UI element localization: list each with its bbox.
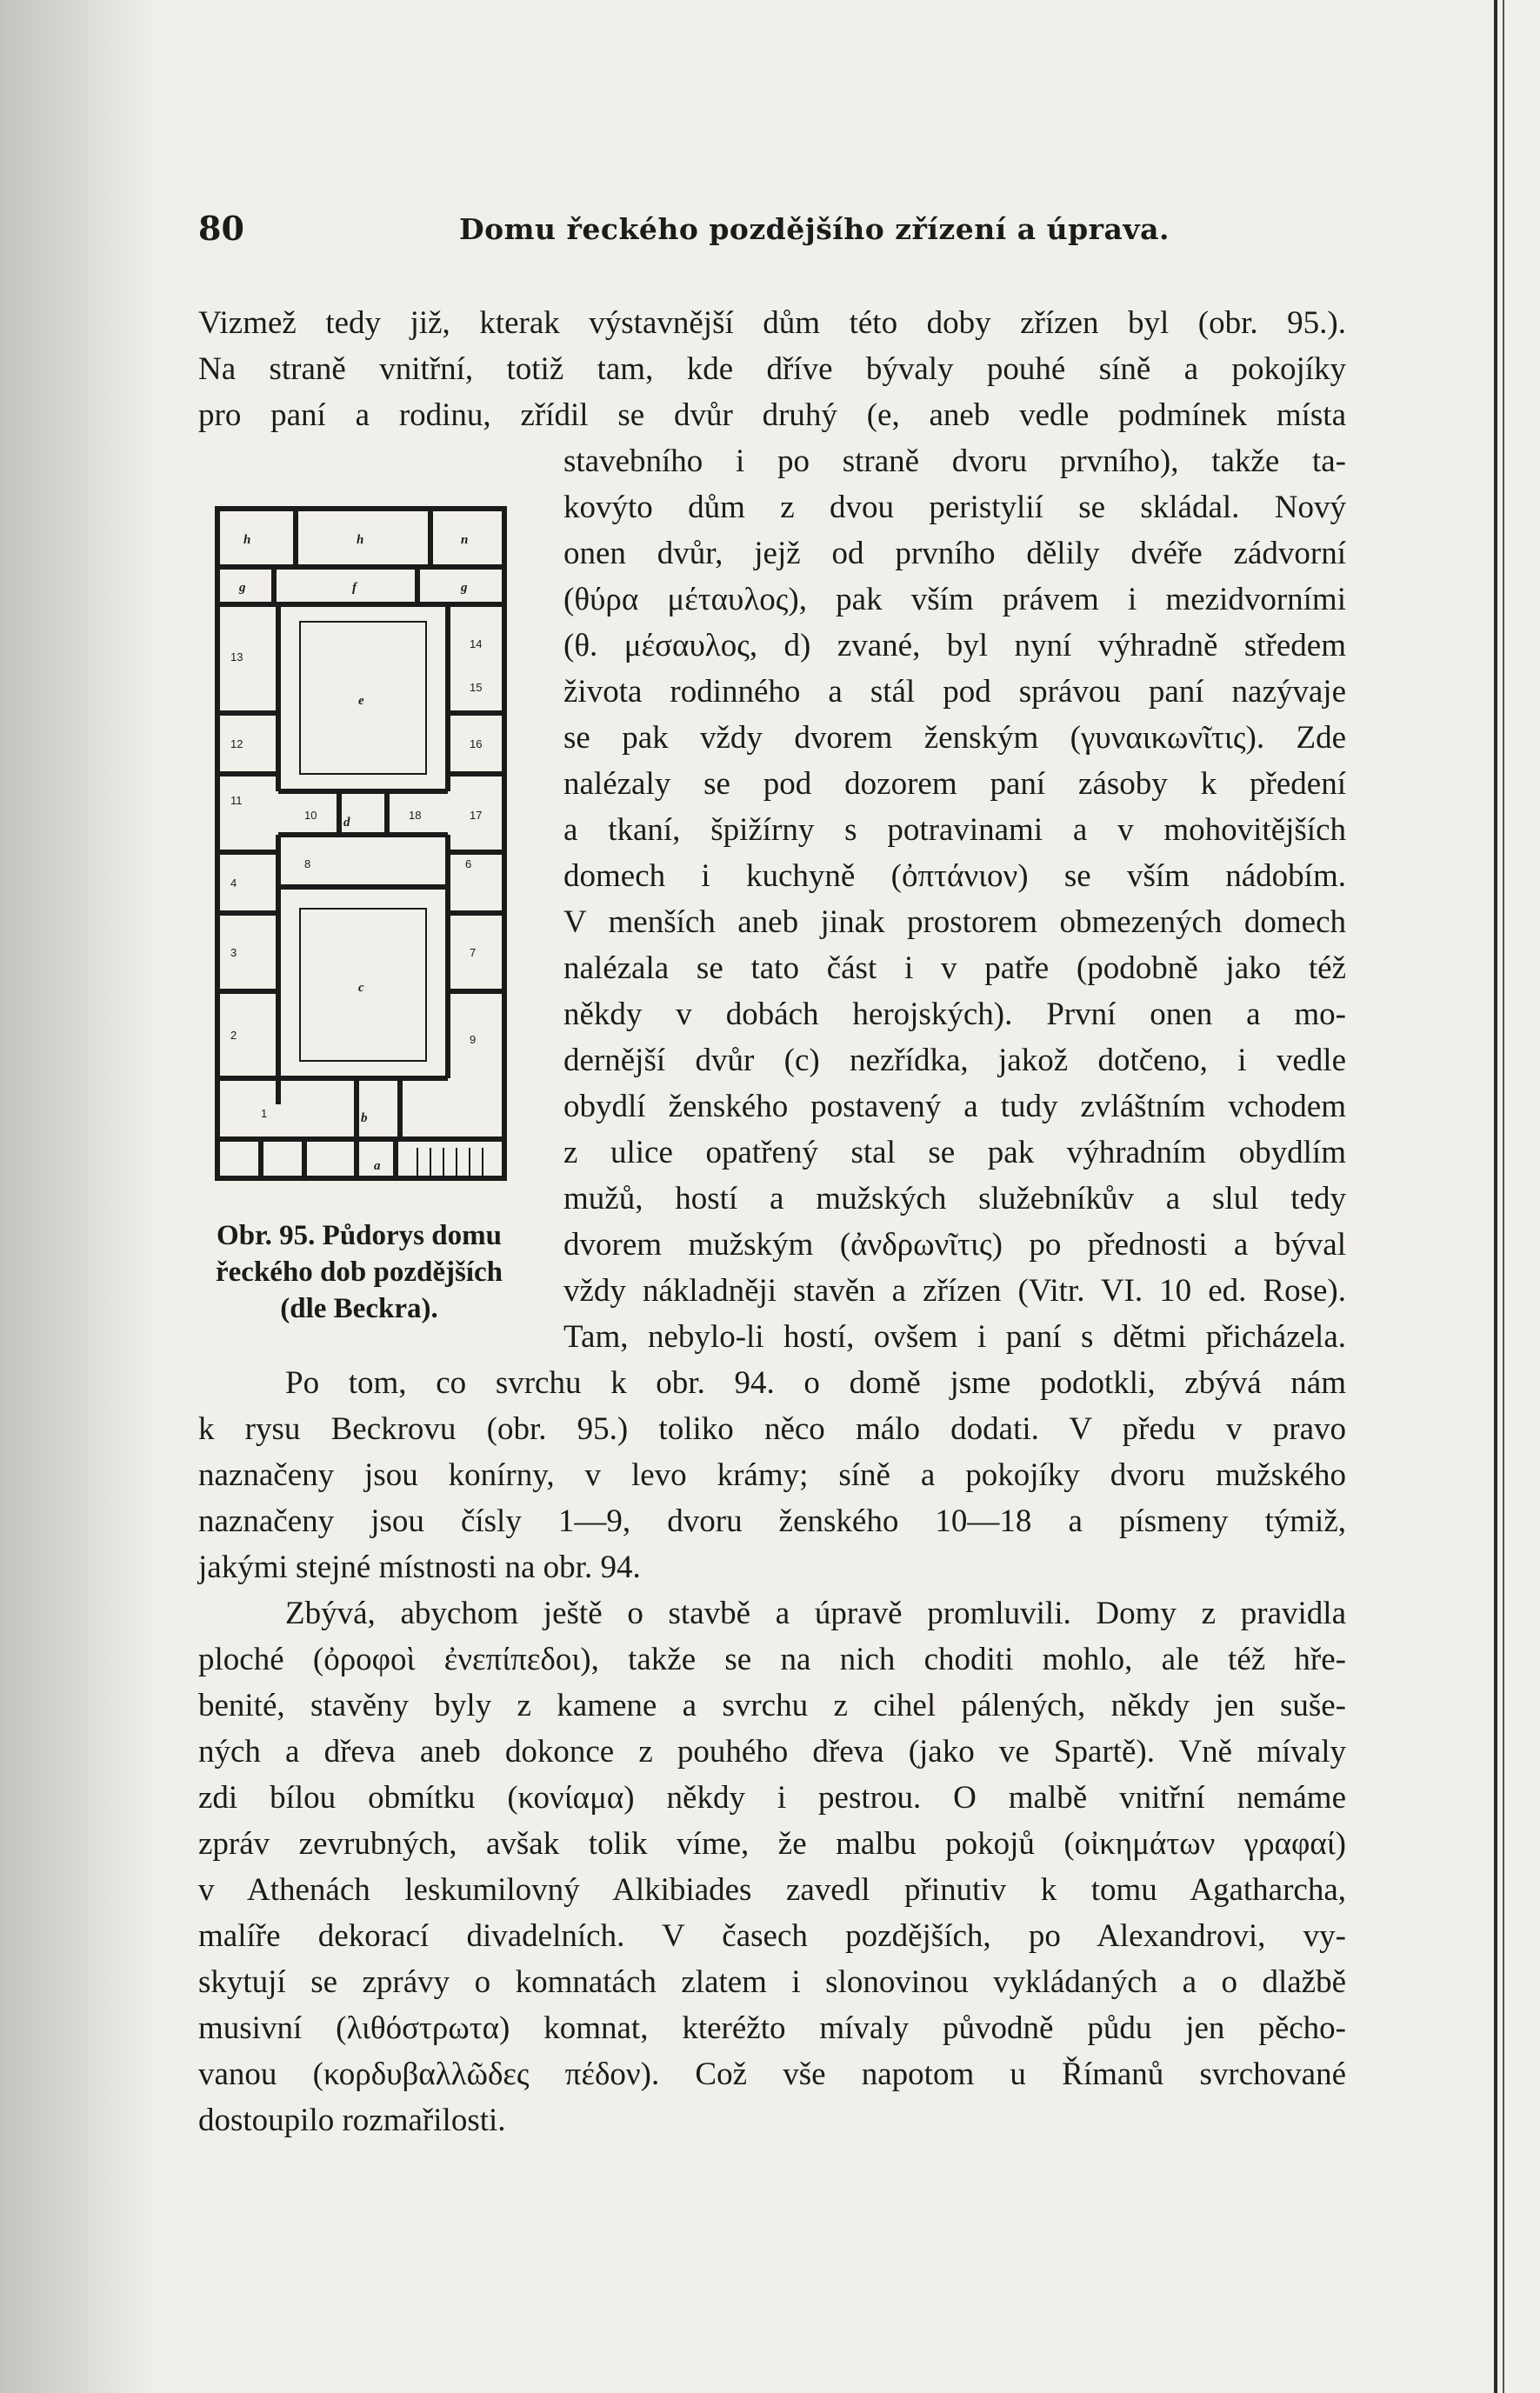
plan-label-c: c [358, 981, 364, 995]
plan-label-a: a [374, 1159, 381, 1173]
caption-line: Obr. 95. Půdorys domu [217, 1220, 502, 1251]
text-line: někdy v dobách herojských). První onen a mo- [563, 997, 1346, 1032]
plan-label-n: n [461, 533, 469, 547]
text-line: musivní (λιθόστρωτα) komnat, kteréžto mívaly původně půdu jen pěcho- [198, 2010, 1346, 2046]
paragraph-start: Zbývá, abychom ještě o stavbě a úpravě promluvili. Domy z pravidla [285, 1596, 1346, 1631]
text-line: života rodinného a stál pod správou paní nazývaje [563, 674, 1346, 710]
plan-label-g2: g [461, 581, 468, 595]
room-13: 13 [230, 650, 243, 663]
text-line: naznačeny jsou čísly 1—9, dvoru ženského 10—18 a písmeny týmiž, [198, 1503, 1346, 1539]
binding-edge-inner [1503, 0, 1504, 2393]
text-line: ných a dřeva aneb dokonce z pouhého dřeva (jako ve Spartě). Vně mívaly [198, 1734, 1346, 1770]
text-line: domech i kuchyně (ὀπτάνιον) se vším nádobím. [563, 858, 1346, 894]
text-line: naznačeny jsou konírny, v levo krámy; síně a pokojíky dvoru mužského [198, 1457, 1346, 1493]
plan-label-h2: h [357, 533, 364, 547]
floor-plan-figure [209, 504, 513, 1183]
text-line: jakými stejné místnosti na obr. 94. [198, 1550, 641, 1585]
text-line: v Athenách leskumilovný Alkibiades zavedl přinutiv k tomu Agatharcha, [198, 1872, 1346, 1908]
binding-edge [1494, 0, 1497, 2393]
room-17: 17 [470, 809, 483, 822]
room-16: 16 [470, 737, 483, 750]
text-line: se pak vždy dvorem ženským (γυναικωνῖτις). Zde [563, 720, 1346, 756]
page-header [198, 209, 1355, 261]
page-number: 80 [198, 209, 244, 248]
text-line: Tam, nebylo-li hostí, ovšem i paní s dětmi přicházela. [563, 1319, 1346, 1355]
room-14: 14 [470, 637, 483, 650]
room-15: 15 [470, 681, 483, 694]
room-3: 3 [230, 946, 237, 959]
text-line: nalézaly se pod dozorem paní zásoby k předení [563, 766, 1346, 802]
text-line: nalézala se tato část i v patře (podobně jako též [563, 950, 1346, 986]
text-line: stavebního i po straně dvoru prvního), takže ta- [563, 443, 1346, 479]
text-line: (θύρα μέταυλος), pak vším právem i mezidvorními [563, 582, 1346, 617]
room-6: 6 [465, 857, 472, 870]
text-line: k rysu Beckrovu (obr. 95.) toliko něco málo dodati. V předu v pravo [198, 1411, 1346, 1447]
room-8: 8 [304, 857, 311, 870]
text-line: dernější dvůr (c) nezřídka, jakož dotčeno, i vedle [563, 1043, 1346, 1078]
text-line: pro paní a rodinu, zřídil se dvůr druhý (e, aneb vedle podmínek místa [198, 397, 1346, 433]
room-7: 7 [470, 946, 477, 959]
text-line: zpráv zevrubných, avšak tolik víme, že malbu pokojů (οἰκημάτων γραφαί) [198, 1826, 1346, 1862]
text-line: dvorem mužským (ἀνδρωνῖτις) po přednosti a býval [563, 1227, 1346, 1263]
text-line: vždy nákladněji stavěn a zřízen (Vitr. VI. 10 ed. Rose). [563, 1273, 1346, 1309]
figure-caption [198, 1217, 520, 1327]
text-line: kovýto dům z dvou peristylií se skládal. Nový [563, 490, 1346, 525]
plan-label-d: d [343, 816, 350, 830]
text-line: onen dvůr, jejž od prvního dělily dvéře zádvorní [563, 536, 1346, 571]
text-line: Na straně vnitřní, totiž tam, kde dříve bývaly pouhé síně a pokojíky [198, 351, 1346, 387]
room-11: 11 [230, 794, 243, 807]
plan-label-g: g [239, 581, 246, 595]
text-line: dostoupilo rozmařilosti. [198, 2103, 506, 2138]
page-edge-shadow [0, 0, 157, 2393]
running-title: Domu řeckého pozdějšího zřízení a úprava. [459, 212, 1170, 246]
text-line: benité, stavěny byly z kamene a svrchu z cihel pálených, někdy jen suše- [198, 1688, 1346, 1723]
text-line: vanou (κορδυβαλλῶδες πέδον). Což vše napotom u Římanů svrchované [198, 2056, 1346, 2092]
text-line: V menších aneb jinak prostorem obmezených domech [563, 904, 1346, 940]
paragraph-start: Po tom, co svrchu k obr. 94. o domě jsme podotkli, zbývá nám [285, 1365, 1346, 1401]
room-10: 10 [304, 809, 317, 822]
room-1: 1 [261, 1107, 268, 1120]
text-line: zdi bílou obmítku (κονίαμα) někdy i pestrou. O malbě vnitřní nemáme [198, 1780, 1346, 1816]
caption-line: řeckého dob pozdějších [216, 1256, 503, 1288]
room-2: 2 [230, 1029, 237, 1042]
plan-label-b: b [361, 1111, 368, 1125]
plan-label-h: h [243, 533, 251, 547]
floor-plan-drawing [209, 504, 513, 1183]
room-9: 9 [470, 1033, 477, 1046]
text-line: Vizmež tedy již, kterak výstavnější dům této doby zřízen byl (obr. 95.). [198, 305, 1346, 341]
text-line: obydlí ženského postavený a tudy zvláštním vchodem [563, 1089, 1346, 1124]
plan-label-e: e [358, 694, 364, 708]
text-line: ploché (ὀροφοὶ ἐνεπίπεδοι), takže se na nich choditi mohlo, ale též hře- [198, 1642, 1346, 1677]
text-line: mužů, hostí a mužských služebníkův a slul tedy [563, 1181, 1346, 1216]
text-line: z ulice opatřený stal se pak výhradním obydlím [563, 1135, 1346, 1170]
room-12: 12 [230, 737, 243, 750]
text-line: skytují se zprávy o komnatách zlatem i slonovinou vykládaných a o dlažbě [198, 1964, 1346, 2000]
room-4: 4 [230, 877, 237, 890]
text-line: (θ. μέσαυλος, d) zvané, byl nyní výhradně středem [563, 628, 1346, 663]
plan-label-f: f [352, 581, 357, 595]
caption-line: (dle Beckra). [280, 1293, 438, 1324]
text-line: malíře dekorací divadelních. V časech pozdějších, po Alexandrovi, vy- [198, 1918, 1346, 1954]
text-line: a tkaní, špižírny s potravinami a v mohovitějších [563, 812, 1346, 848]
room-18: 18 [409, 809, 422, 822]
